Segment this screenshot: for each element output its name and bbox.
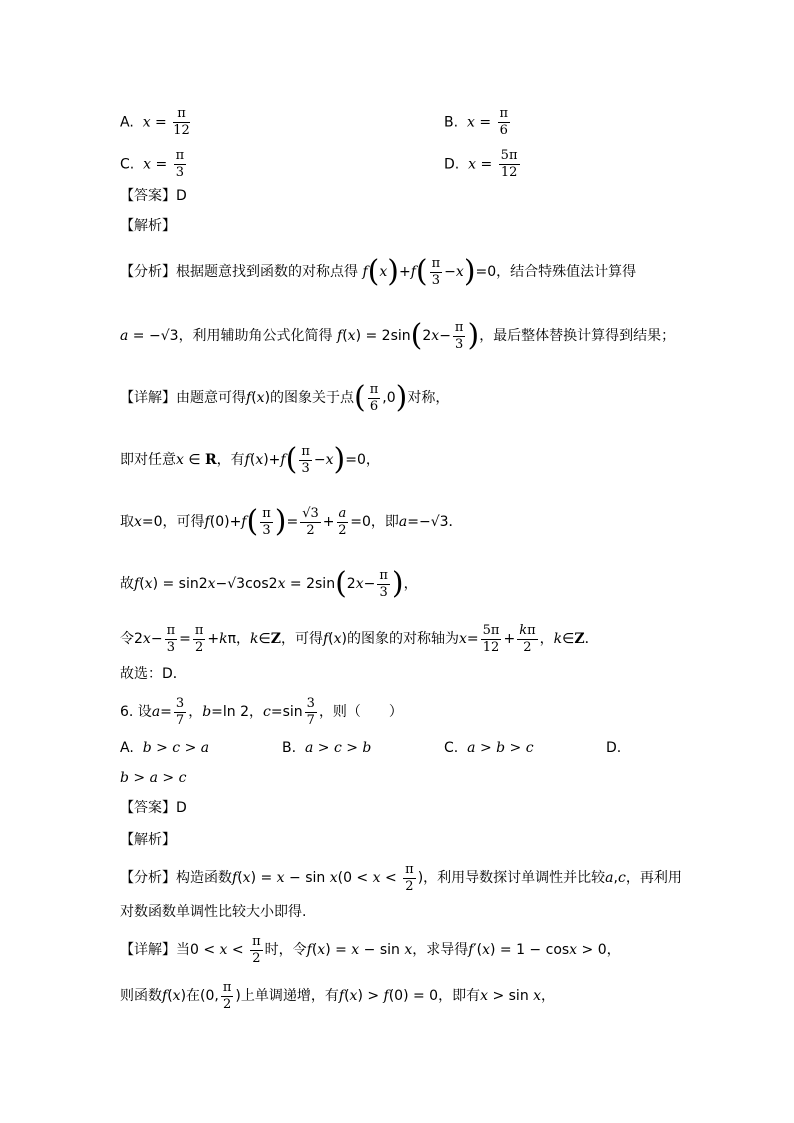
q5-fenxi-line2: a = −√3，利用辅助角公式化简得 f(x) = 2sin(2x− $\frac{\pi}{3}$ )，最后整体替换计算得到结果； <box>120 318 676 353</box>
q5-choose: 故选：D． <box>120 666 187 682</box>
q5-detail-line3: 取x=0，可得f(0)+f( $\frac{\pi}{3}$ )= $\frac{√3}{2}$ + $\frac{a}{2}$ =0，即a=−√3． <box>120 504 463 539</box>
q5-analysis-heading: 【解析】 <box>120 218 176 234</box>
option-c-fraction: $\frac{\pi}{3}$ <box>175 148 185 180</box>
q5-fenxi-line1: 【分析】根据题意找到函数的对称点得 f(x)+f( $\frac{\pi}{3}$ −x)=0，结合特殊值法计算得 <box>120 254 637 289</box>
option-b: B. x = $\frac{\pi}{6}$ <box>444 106 509 138</box>
q6-analysis-heading: 【解析】 <box>120 832 176 848</box>
q6-detail-line2: 则函数f(x)在(0, $\frac{\pi}{2}$ )上单调递增，有f(x) > f(0) = 0，即有x > sin x， <box>120 979 556 1012</box>
q6-option-d-label: D. <box>606 740 622 756</box>
q5-detail-line4: 故f(x) = sin2x−√3cos2x = 2sin(2x− $\frac{\pi}{3}$ )， <box>120 566 418 601</box>
option-d-fraction: $\frac{5\pi}{12}$ <box>500 148 518 180</box>
q6-detail-line1: 【详解】当0 < x < $\frac{\pi}{2}$ 时，令f(x) = x − sin x，求导得f′(x) = 1 − cosx > 0， <box>120 933 621 966</box>
q6-answer: 【答案】D <box>120 800 187 816</box>
option-a: A. x = $\frac{\pi}{12}$ <box>120 106 190 138</box>
q5-detail-line5: 令2x− $\frac{\pi}{3}$ = $\frac{\pi}{2}$ +kπ，k∈Z，可得f(x)的图象的对称轴为x= $\frac{5\pi}{12}$ + $\frac{k\pi}{2}$ ，k∈Z． <box>120 622 599 655</box>
option-a-fraction: $\frac{\pi}{12}$ <box>173 106 190 138</box>
q6-option-c: C. a > b > c <box>444 740 534 756</box>
q6-fenxi-line2: 对数函数单调性比较大小即得. <box>120 904 307 920</box>
q5-answer: 【答案】D <box>120 188 187 204</box>
option-c: C. x = $\frac{\pi}{3}$ <box>120 148 185 180</box>
q6-fenxi-line1: 【分析】构造函数f(x) = x − sin x(0 < x < $\frac{\pi}{2}$ )，利用导数探讨单调性并比较a,c，再利用 <box>120 861 682 894</box>
option-d: D. x = $\frac{5\pi}{12}$ <box>444 148 518 180</box>
q6-option-d-value: b > a > c <box>120 770 187 786</box>
q5-detail-line1: 【详解】由题意可得f(x)的图象关于点( $\frac{\pi}{6}$ ,0)对称， <box>120 380 450 415</box>
q6-option-a: A. b > c > a <box>120 740 210 756</box>
q6-stem: 6. 设a= $\frac{3}{7}$ ，b=ln 2，c=sin $\frac{3}{7}$ ，则（ ） <box>120 695 403 728</box>
option-b-fraction: $\frac{\pi}{6}$ <box>499 106 509 138</box>
q5-detail-line2: 即对任意x ∈ R，有f(x)+f( $\frac{\pi}{3}$ −x)=0， <box>120 442 380 477</box>
q6-option-b: B. a > c > b <box>282 740 372 756</box>
